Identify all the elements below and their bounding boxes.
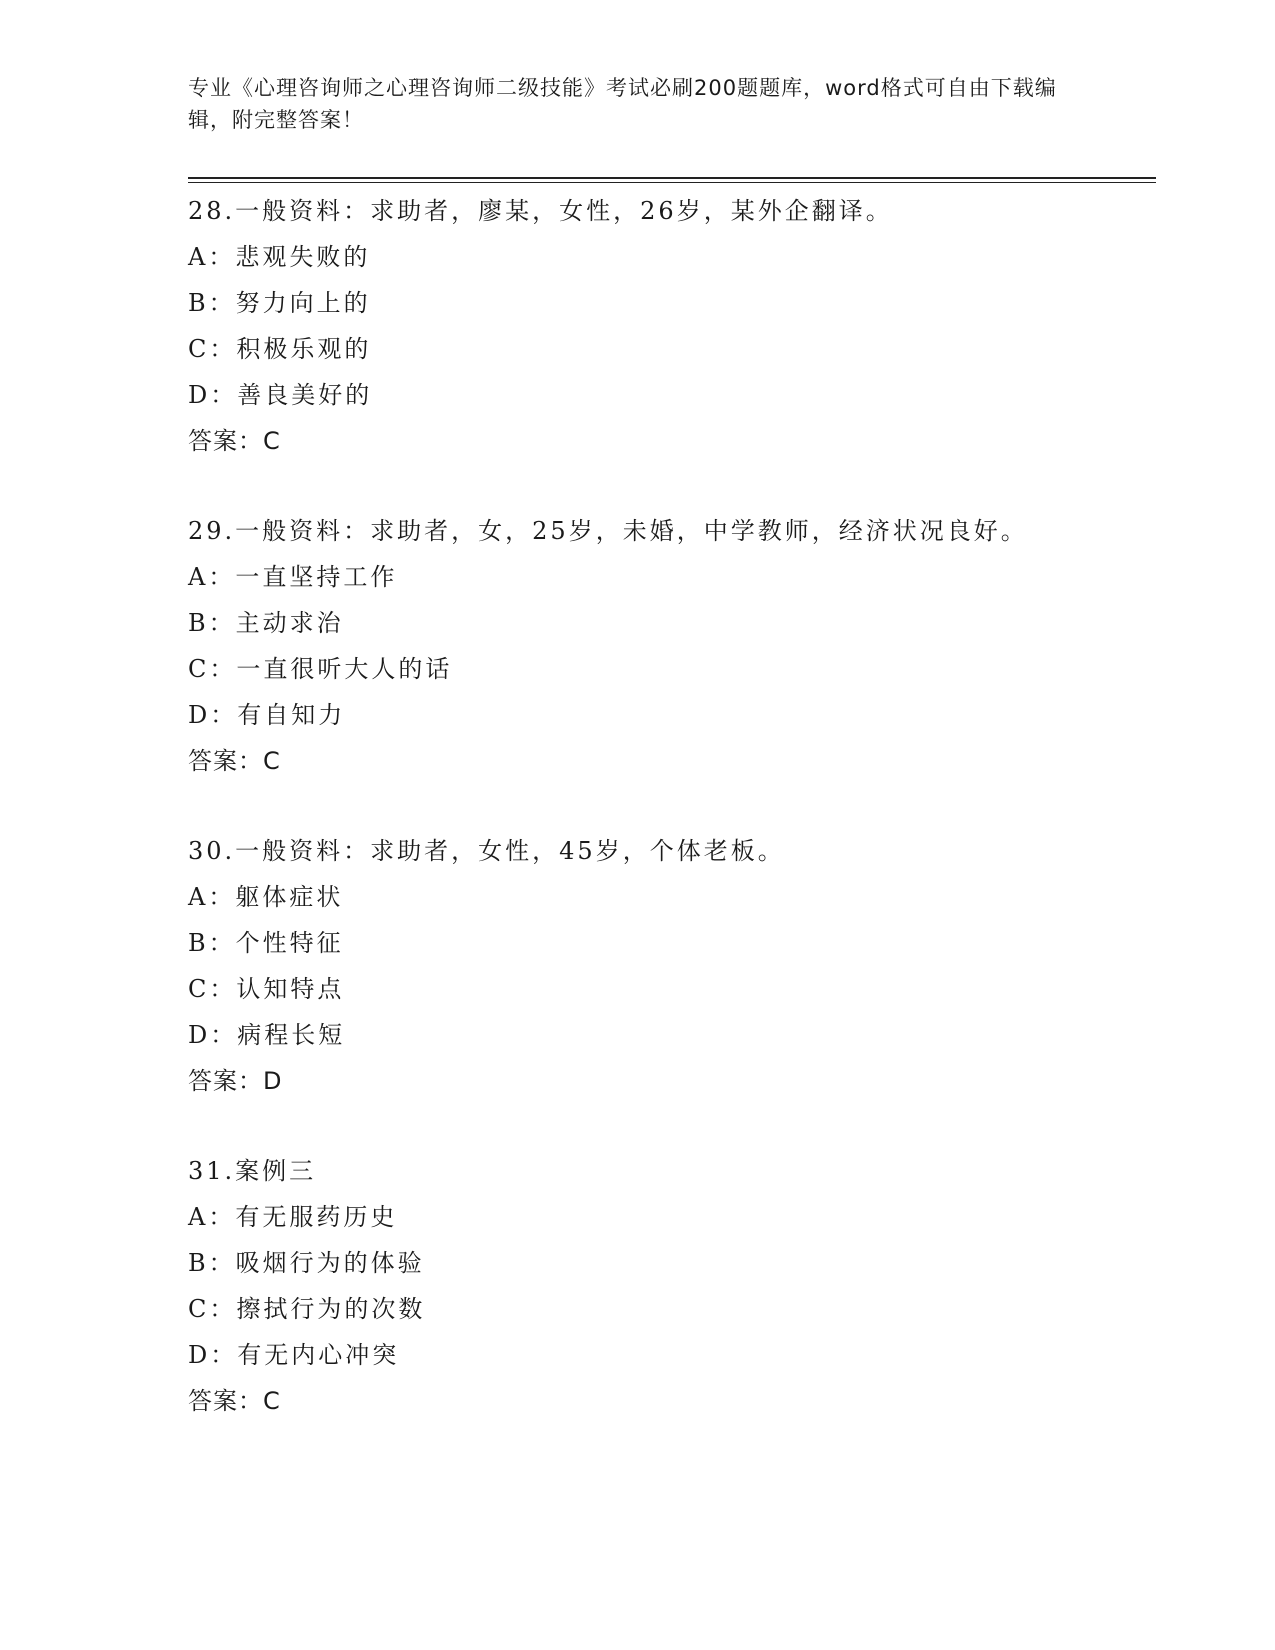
answer-label: 答案： [188,427,263,455]
option-b: B：吸烟行为的体验 [188,1249,425,1277]
question-30 [188,828,1156,1148]
option-c: C：擦拭行为的次数 [188,1295,426,1323]
question-31 [188,1148,1156,1468]
question-stem: 29.一般资料：求助者，女，25岁，未婚，中学教师，经济状况良好。 [188,517,1028,545]
option-a: A：一直坚持工作 [188,563,398,591]
answer-label: 答案： [188,1067,263,1095]
option-c: C：认知特点 [188,975,345,1003]
document-intro [188,72,1068,136]
option-b: B：个性特征 [188,929,344,957]
option-c: C：一直很听大人的话 [188,655,453,683]
answer-label: 答案： [188,747,263,775]
question-28 [188,188,1156,508]
answer-line [188,1378,1156,1424]
answer-value: C [263,427,280,455]
option-a: A：悲观失败的 [188,243,371,271]
question-stem: 31.案例三 [188,1157,317,1185]
option-b: B：主动求治 [188,609,344,637]
option-d: D：有无内心冲突 [188,1341,400,1369]
option-a: A：有无服药历史 [188,1203,398,1231]
answer-line [188,418,1156,464]
answer-value: C [263,1387,280,1415]
option-a: A：躯体症状 [188,883,344,911]
answer-value: D [263,1067,282,1095]
option-d: D：病程长短 [188,1021,346,1049]
question-stem: 28.一般资料：求助者，廖某，女性，26岁，某外企翻译。 [188,197,893,225]
option-d: D：善良美好的 [188,381,373,409]
option-b: B：努力向上的 [188,289,371,317]
option-d: D：有自知力 [188,701,346,729]
question-stem: 30.一般资料：求助者，女性，45岁，个体老板。 [188,837,785,865]
header-divider-thick [188,177,1156,179]
question-29 [188,508,1156,828]
answer-label: 答案： [188,1387,263,1415]
option-c: C：积极乐观的 [188,335,372,363]
answer-value: C [263,747,280,775]
answer-line [188,738,1156,784]
answer-line [188,1058,1156,1104]
header-divider-thin [188,182,1156,183]
question-list [188,188,1156,1468]
intro-text: 专业《心理咨询师之心理咨询师二级技能》考试必刷200题题库，word格式可自由下载编辑，附完整答案！ [188,76,1057,132]
